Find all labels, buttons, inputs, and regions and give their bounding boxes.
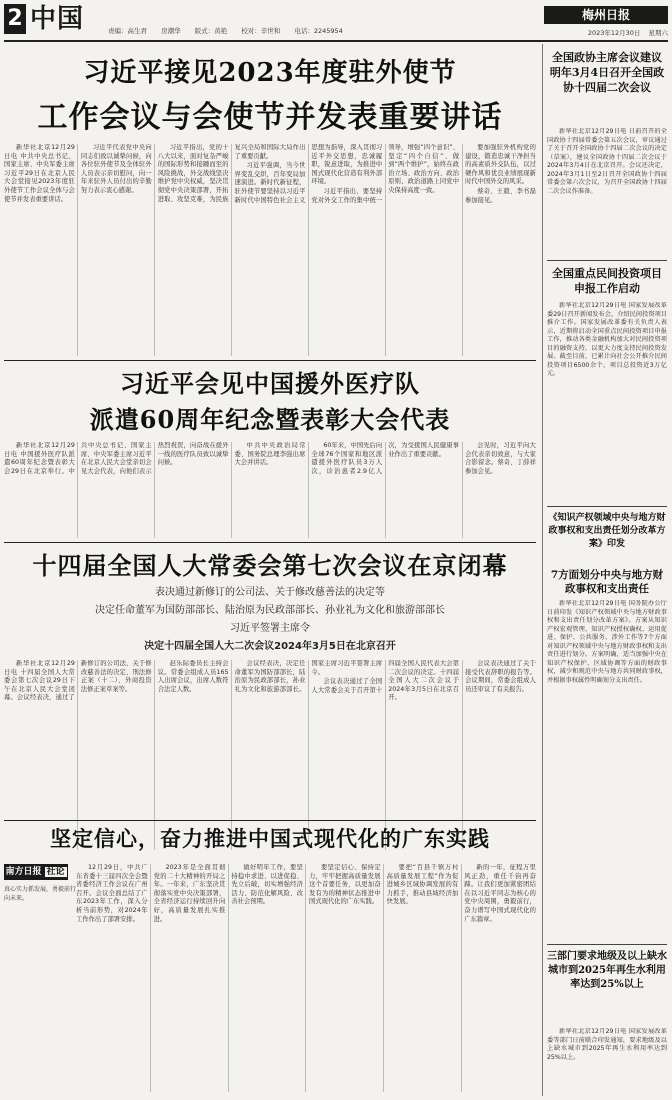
sidebar-text-2	[547, 302, 667, 502]
story2-p2: 中共中央政治局常委、国务院总理李强出席大会并讲话。	[234, 442, 306, 467]
story1-headline-1: 习近平接见2023年度驻外使节	[83, 58, 457, 88]
story3-p1: 新华社北京12月29日电 十四届全国人大常委会第七次会议29日下午在北京人民大会堂闭幕。会议经表决，通过了新修订的公司法、关于修改慈善法的决定、刑法修正案（十二）、外商投资法修正案草案等。	[4, 660, 152, 702]
divider-3	[4, 820, 536, 821]
story3-deck-3: 习近平签署主席令	[230, 623, 310, 634]
sidebar-divider-2	[547, 506, 667, 507]
issue-date	[524, 28, 668, 37]
editorial-label	[4, 864, 68, 880]
sidebar-headline-5: 三部门要求地级及以上缺水城市到2025年再生水利用率达到25%以上	[547, 951, 667, 990]
sidebar-text-1	[547, 128, 667, 258]
story4-p1: 12月29日，中共广东省委十三届四次全会暨省委经济工作会议在广州召开。会议全面总结了广东2023年工作，深入分析当前形势，对2024年工作作出了部署安排。	[76, 864, 148, 923]
story1-p7: 蔡奇、王毅、李书磊参加接见。	[465, 187, 536, 204]
sidebar-headline-3: 《知识产权领域中央与地方财政事权和支出责任划分改革方案》印发	[548, 513, 666, 549]
editorial-byline: 真心实力抓发展，勇毅前行向未来。	[4, 886, 77, 902]
story1-p4: 习近平强调，当今世界变乱交织，百年变局加速演进。新时代新征程，驻外使节要坚持以习近平新时代中国特色社会主义思想为指导，深入贯彻习近平外交思想，忠诚履职，锐意进取，为推进中国式现代化营造有利外部环境。	[234, 144, 383, 204]
sidebar-p4: 新华社北京12月29日电 国务院办公厅日前印发《知识产权领域中央与地方财政事权和支出责任划分改革方案》。方案从知识产权宏观管理、知识产权授权确权、运用促进、保护、公共服务、涉外工作等7个方面对知识产权领域中央与地方财政事权和支出责任进行划分。方案明确，适当加强中央在知识产权保护、区域协调等方面的财政事权，减少和规范中央与地方共同财政事权，并根据事权属性明确划分支出责任。	[547, 600, 667, 684]
story2-p3: 60年来，中国先后向全球76个国家和地区派遣援外医疗队员3万人次，诊治患者2.9亿人次，为受援国人民健康事业作出了重要贡献。	[311, 442, 460, 475]
story1-p5: 习近平指出，要坚持党对外交工作的集中统一领导，增强“四个意识”、坚定“四个自信”、做到“两个维护”，始终在政治立场、政治方向、政治原则、政治道路上同党中央保持高度一致。	[311, 144, 460, 204]
story2-headline-2: 派遣60周年纪念暨表彰大会代表	[89, 405, 451, 434]
story1-p1: 新华社北京12月29日电 中共中央总书记、国家主席、中央军委主席习近平29日在北京人民大会堂接见2023年度驻外使节工作会议全体与会使节并发表重要讲话。	[4, 144, 75, 203]
story3-p5: 会议表决通过了关于接受代表辞职的报告等。会议期间，常委会组成人员还审议了有关报告。	[465, 660, 536, 693]
divider-2	[4, 542, 536, 543]
main-column	[4, 44, 536, 1096]
sidebar-text-4	[547, 600, 667, 940]
story3-deck-4: 决定十四届全国人大二次会议2024年3月5日在北京召开	[144, 641, 396, 652]
staff-editor: 责编：高生君	[108, 27, 147, 35]
page-number: 2	[4, 4, 26, 34]
story1-p2: 习近平代表党中央向同志们致以诚挚问候，向各位驻外使节及全体驻外人员表示亲切慰问，向一年来驻外人员付出的辛勤努力表示衷心感谢。	[80, 144, 152, 194]
date-text: 2023年12月30日	[587, 29, 641, 37]
story2-p1: 新华社北京12月29日电 中国援外医疗队派遣60周年纪念暨表彰大会29日在北京举行。中共中央总书记、国家主席、中央军委主席习近平在北京人民大会堂亲切会见大会代表，向他们表示热烈祝贺，向奋战在援外一线的医疗队员致以诚挚问候。	[4, 442, 229, 475]
sidebar-headline-1: 全国政协主席会议建议明年3月4日召开全国政协十四届二次会议	[549, 51, 665, 94]
section-name: 中国	[30, 4, 85, 34]
story3-p2: 赵乐际委员长主持会议。常委会组成人员165人出席会议，出席人数符合法定人数。	[157, 660, 229, 693]
weekday-text: 星期六	[648, 29, 668, 37]
story4-p6: 新的一年，征程万里风正劲，重任千钧再奋蹄。让我们更加紧密团结在以习近平同志为核心的党中央周围，勇毅前行，奋力谱写中国式现代化的广东篇章。	[464, 864, 536, 923]
sidebar-headline-2: 全国重点民间投资项目申报工作启动	[552, 267, 662, 295]
story1-p3: 习近平指出，党的十八大以来，面对复杂严峻的国际形势和接踵而至的风险挑战，外交战线坚决维护党中央权威，坚决贯彻党中央决策部署，开拓进取、攻坚克难，为民族复兴全局和国际大局作出了重要贡献。	[157, 144, 306, 203]
story2-headline-1: 习近平会见中国援外医疗队	[120, 369, 420, 398]
story3-headline: 十四届全国人大常委会第七次会议在京闭幕	[32, 551, 508, 580]
staff-proof: 校对：辛世和	[241, 27, 281, 35]
editorial-source: 南方日报	[5, 867, 42, 877]
staff-editor-2: 房潮华	[161, 27, 181, 35]
staff-credits	[108, 26, 355, 35]
story2-p4: 会见时，习近平向大会代表亲切致意，与大家合影留念。蔡奇、丁薛祥参加会见。	[465, 442, 536, 475]
story4-headline: 坚定信心，奋力推进中国式现代化的广东实践	[50, 826, 490, 851]
page-header	[4, 0, 668, 42]
story4-body	[76, 864, 536, 1092]
editorial-tag: 社论	[46, 867, 65, 877]
story4-p3: 做好明年工作，要坚持稳中求进、以进促稳、先立后破，切实增强经济活力、防范化解风险、改善社会预期。	[231, 864, 303, 906]
story2-body	[4, 442, 536, 538]
sidebar-column	[542, 44, 668, 1096]
masthead-logo: 梅州日报	[544, 6, 668, 24]
sidebar-divider-3	[547, 944, 667, 945]
story1-body	[4, 144, 536, 356]
story3-p4: 会议表决通过了全国人大常委会关于召开第十四届全国人民代表大会第二次会议的决定。十四届全国人大二次会议于2024年3月5日在北京召开。	[311, 660, 460, 702]
story3-deck-1: 表决通过新修订的公司法、关于修改慈善法的决定等	[155, 587, 385, 598]
story4-p2: 2023年是全面贯彻党的二十大精神的开局之年。一年来，广东坚决贯彻落实党中央决策部署，全省经济运行持续回升向好，高质量发展扎实推进。	[153, 864, 226, 923]
sidebar-divider-1	[547, 260, 667, 261]
staff-phone: 电话：2245954	[294, 27, 343, 35]
sidebar-text-5	[547, 1028, 667, 1092]
sidebar-p1: 新华社北京12月29日电 日前召开的全国政协十四届常委会第五次会议，审议通过了关于召开全国政协十四届二次会议的决定（草案），建议全国政协十四届二次会议于2024年3月4日在北京召开。会议还决定，2024年3月1日至2日召开全国政协十四届常委会第六次会议，为召开全国政协十四届二次会议作准备。	[547, 128, 667, 195]
story4-p4: 要坚定信心、保持定力，牢牢把握高质量发展这个首要任务，以更加奋发有为的精神状态推进中国式现代化的广东实践。	[308, 864, 381, 906]
story3-p3: 会议经表决，决定任命董军为国防部部长，陆治原为民政部部长，孙业礼为文化和旅游部部长。国家主席习近平签署主席令。	[234, 660, 383, 693]
story1-p6: 要加强驻外机构党的建设，锻造忠诚干净担当的高素质外交队伍，以过硬作风和优良业绩展现新时代中国外交的风采。	[465, 144, 536, 186]
story4-p5: 要把“百县千镇万村高质量发展工程”作为促进城乡区域协调发展的有力抓手，推动县域经济加快发展。	[386, 864, 459, 906]
sidebar-headline-4: 7方面划分中央与地方财政事权和支出责任	[550, 569, 664, 595]
sidebar-p5: 新华社北京12月29日电 国家发展改革委等部门日前联合印发通知，要求地级及以上缺水城市到2025年再生水利用率达到25%以上。	[547, 1028, 667, 1061]
story1-headline-2: 工作会议与会使节并发表重要讲话	[37, 100, 503, 135]
story3-deck-2: 决定任命董军为国防部部长、陆治原为民政部部长、孙业礼为文化和旅游部部长	[95, 605, 445, 616]
divider-1	[4, 360, 536, 361]
sidebar-p2: 新华社北京12月29日电 国家发展改革委29日召开新闻发布会，介绍民间投资项目推介工作。国家发展改革委有关负责人表示，近期将启动全国重点民间投资项目申报工作，推动各类金融机构加大对民间投资项目的融资支持，以更大力度支持民间投资发展。截至目前，已累计向社会公开推介民间投资项目6500余个，项目总投资近3万亿元。	[547, 302, 667, 377]
story3-body	[4, 660, 536, 850]
staff-layout: 版式：黄艳	[194, 27, 228, 35]
